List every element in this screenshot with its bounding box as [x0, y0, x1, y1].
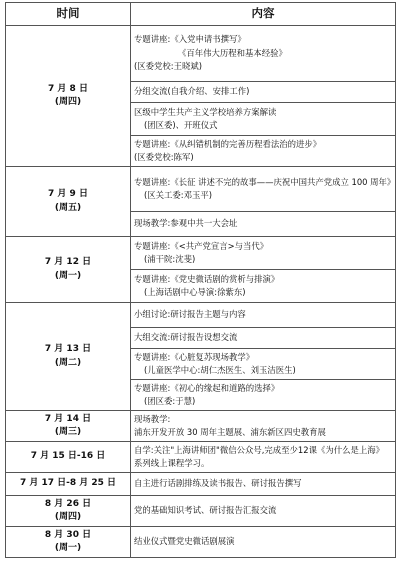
content-line: 专题讲座:《党史微话剧的赏析与排演》 [134, 273, 280, 284]
content-line: (团区委)、开班仪式 [144, 120, 218, 130]
content-line: (团区委:于慧) [144, 396, 196, 406]
content-line: 浦东开发开放 30 周年主题展、浦东新区四史教育展 [134, 427, 326, 437]
content-line: 小组讨论:研讨报告主题与内容 [134, 309, 246, 320]
schedule-row [6, 496, 396, 527]
content-cell [131, 303, 396, 328]
content-line: 专题讲座:《心脏复苏现场教学》 [134, 351, 255, 362]
content-line: 专题讲座:《初心的缘起和道路的选择》 [134, 382, 280, 393]
date-text: 8 月 30 日 [44, 529, 92, 540]
content-line: 专题讲座:《长征 讲述不完的故事——庆祝中国共产党成立 100 周年》 [134, 176, 396, 187]
content-line: 区级中学生共产主义学校培养方案解读 [134, 106, 277, 117]
content-cell [131, 167, 396, 212]
date-cell [6, 442, 131, 473]
date-cell [6, 473, 131, 496]
date-cell [6, 527, 131, 558]
content-line: (上海话剧中心导演:徐紫东) [144, 287, 246, 297]
weekday-text: (周四) [54, 512, 82, 522]
schedule-row [6, 167, 396, 212]
content-line: (区委党校:陈军) [134, 152, 194, 162]
content-cell [131, 270, 396, 303]
header-row [6, 3, 396, 26]
content-line: 现场教学:参观中共一大会址 [134, 218, 238, 229]
header-time: 时间 [6, 3, 131, 26]
schedule-row [6, 473, 396, 496]
schedule-row [6, 26, 396, 82]
content-line: 分组交流(自我介绍、安排工作) [134, 86, 250, 97]
content-cell [131, 442, 396, 473]
schedule-table [5, 2, 396, 558]
content-line: 现场教学: [134, 413, 171, 424]
content-cell [131, 26, 396, 82]
date-text: 7 月 17 日-8 月 25 日 [19, 478, 117, 489]
content-cell [131, 473, 396, 496]
content-line: (浦干院:沈斐) [144, 254, 196, 264]
date-cell [6, 411, 131, 442]
date-text: 8 月 26 日 [44, 498, 92, 509]
content-cell [131, 212, 396, 237]
content-cell [131, 328, 396, 349]
date-text: 7 月 8 日 [48, 83, 88, 94]
date-text: 7 月 15 日-16 日 [30, 451, 106, 462]
date-text: 7 月 13 日 [44, 344, 92, 355]
content-line: 专题讲座:《从纠错机制的完善历程看法治的进步》 [134, 138, 322, 149]
schedule-row [6, 442, 396, 473]
content-line: 大组交流:研讨报告设想交流 [134, 332, 238, 343]
header-content: 内容 [131, 3, 396, 26]
content-line: (区委党校:王晓斌) [134, 61, 202, 72]
weekday-text: (周二) [54, 357, 82, 368]
content-cell [131, 103, 396, 136]
schedule-row [6, 411, 396, 442]
content-cell [131, 136, 396, 167]
content-cell [131, 237, 396, 270]
weekday-text: (周五) [54, 202, 82, 213]
content-line: 结业仪式暨党史微话剧展演 [134, 536, 235, 547]
content-line: 自主进行话剧排练及读书报告、研讨报告撰写 [134, 478, 302, 489]
date-cell [6, 237, 131, 303]
schedule-row [6, 527, 396, 558]
content-line: 党的基础知识考试、研讨报告汇报交流 [134, 505, 277, 516]
content-cell [131, 411, 396, 442]
date-cell [6, 496, 131, 527]
date-text: 7 月 12 日 [44, 257, 92, 268]
content-line: 自学:关注"上海讲师团"微信公众号,完成至少12课《为什么是上海》系列线上课程学习。 [134, 444, 384, 468]
weekday-text: (周一) [54, 270, 82, 281]
weekday-text: (周一) [54, 543, 82, 553]
schedule-row [6, 303, 396, 328]
date-cell [6, 26, 131, 167]
date-text: 7 月 9 日 [48, 189, 88, 200]
date-cell [6, 167, 131, 237]
weekday-text: (周三) [54, 427, 82, 437]
weekday-text: (周四) [54, 97, 82, 107]
schedule-row [6, 237, 396, 270]
content-line: (区关工委:邓玉平) [144, 190, 212, 200]
content-cell [131, 349, 396, 380]
date-cell [6, 303, 131, 411]
content-cell [131, 82, 396, 103]
date-text: 7 月 14 日 [44, 413, 92, 424]
content-line: (儿童医学中心:胡仁杰医生、刘玉洁医生) [144, 365, 296, 375]
content-line: 《百年伟大历程和基本经验》 [178, 47, 287, 58]
content-cell [131, 527, 396, 558]
content-line: 专题讲座:《<共产党宣言>与当代》 [134, 240, 269, 251]
content-cell [131, 380, 396, 411]
content-cell [131, 496, 396, 527]
content-line: 专题讲座:《入党申请书撰写》 [134, 34, 246, 45]
